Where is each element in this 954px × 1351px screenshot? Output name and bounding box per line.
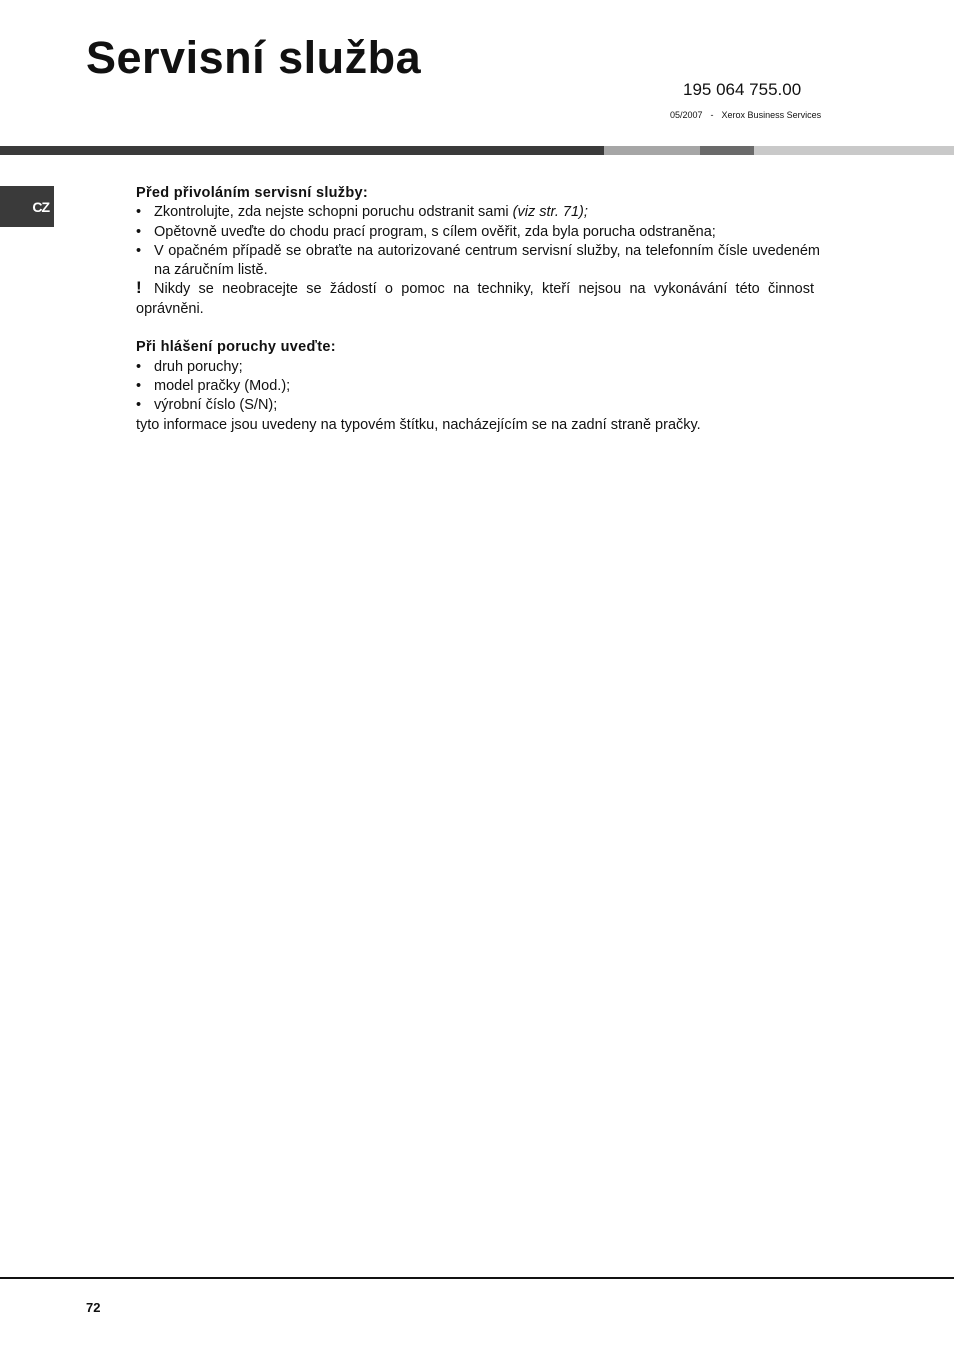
list-item-text: Opětovně uveďte do chodu prací program, s cílem ověřit, zda byla porucha odstraněna; [154,223,716,240]
before-service-list [136,203,820,280]
bullet-icon: • [136,397,142,414]
page-title: Servisní služba [86,32,422,83]
info-note: tyto informace jsou uvedeny na typovém štítku, nacházejícím se na zadní straně pračky. [136,416,701,433]
document-date: 05/2007 [670,110,703,120]
document-number: 195 064 755.00 [683,80,802,99]
bullet-icon: • [136,358,142,375]
list-item [136,242,820,281]
list-item [136,377,820,396]
list-item-text: Zkontrolujte, zda nejste schopni poruchu odstranit sami [154,204,513,221]
warning-note [136,280,814,319]
list-item-text: model pračky (Mod.); [154,377,291,394]
bullet-icon: • [136,377,142,394]
section-heading-report-fault: Při hlášení poruchy uveďte: [136,339,336,356]
list-item [136,358,820,377]
list-item [136,203,820,222]
document-publisher: Xerox Business Services [721,110,822,120]
report-fault-list [136,358,820,416]
bullet-icon: • [136,204,142,221]
meta-separator: - [710,110,714,120]
page-reference: (viz str. 71); [512,204,588,221]
list-item [136,396,820,415]
list-item-text: druh poruchy; [154,358,243,375]
list-item-text: výrobní číslo (S/N); [154,397,278,414]
warning-text: Nikdy se neobracejte se žádostí o pomoc na techniky, kteří nejsou na vykonávání této činnost oprávněni. [136,281,814,317]
language-tab: CZ [0,186,54,227]
header-bar-dark-short [700,146,754,155]
section-heading-before-service: Před přivoláním servisní služby: [136,185,369,201]
bullet-icon: • [136,223,142,240]
page-number: 72 [86,1300,101,1315]
list-item [136,223,820,242]
bullet-icon: • [136,242,142,259]
warning-icon: ! [136,278,142,298]
footer-rule [0,1277,954,1279]
header-bar-mid [604,146,700,155]
content [136,184,820,435]
list-item-text: V opačném případě se obraťte na autorizované centrum servisní služby, na telefonním čísle uvedeném na záručním listě. [154,242,820,279]
header-bar-dark [0,146,604,155]
document-meta [670,109,821,121]
header-bar-light [754,146,954,155]
